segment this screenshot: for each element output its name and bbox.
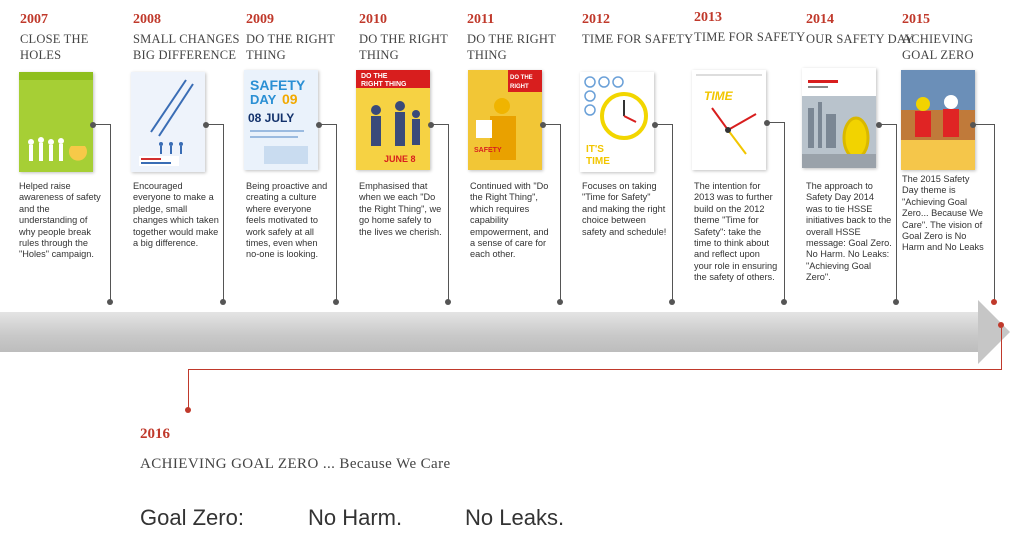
milestone-2012	[582, 12, 694, 47]
svg-text:JUNE 8: JUNE 8	[384, 154, 416, 164]
milestone-title: DO THE RIGHT THING	[467, 32, 556, 62]
safety-day-poster-icon	[244, 70, 318, 170]
poster-2014	[802, 68, 876, 168]
poster-2013	[692, 70, 766, 170]
svg-text:IT'S: IT'S	[586, 144, 604, 155]
arrow-body	[0, 312, 980, 352]
milestone-title: ACHIEVING GOAL ZERO	[902, 32, 974, 62]
milestone-description: Continued with "Do the Right Thing", which requires capability empowerment, and a sense of care for each other.	[470, 181, 549, 260]
ladder-icon	[131, 72, 205, 172]
milestone-year: 2014	[806, 12, 834, 27]
svg-text:RIGHT THING: RIGHT THING	[361, 81, 407, 88]
milestone-title: TIME FOR SAFETY	[582, 32, 694, 46]
svg-text:08 JULY: 08 JULY	[248, 111, 295, 125]
poster-2015	[901, 70, 975, 170]
milestone-title: OUR SAFETY DAY	[806, 32, 915, 46]
workers-poster-icon	[356, 70, 430, 170]
poster-2011	[468, 70, 542, 170]
milestone-2015	[902, 12, 1002, 63]
milestone-description: Being proactive and creating a culture where everyone feels motivated to work safely at all times, even when no-one is looking.	[246, 181, 328, 260]
goal-label: Goal Zero:	[140, 505, 244, 530]
milestone-description: The 2015 Safety Day theme is "Achieving Goal Zero... Because We Care". The vision of Goal Zero is No Harm and No Leaks	[902, 174, 984, 253]
poster-2012	[580, 72, 654, 172]
svg-text:09: 09	[282, 91, 298, 107]
milestone-2013	[694, 10, 806, 45]
poster-2009	[244, 70, 318, 170]
milestone-2008	[133, 12, 245, 63]
final-year: 2016	[140, 426, 170, 442]
milestone-2011	[467, 12, 579, 63]
worker-woman-poster-icon	[468, 70, 542, 170]
milestone-description: The approach to Safety Day 2014 was to tie HSSE initiatives back to the overall HSSE message: Goal Zero. No Harm. No Leaks: "Achieving Goal Zero".	[806, 181, 892, 283]
svg-text:DAY: DAY	[250, 92, 277, 107]
final-title: ACHIEVING GOAL ZERO ... Because We Care	[140, 456, 451, 472]
milestone-description: Encouraged everyone to make a pledge, small changes which taken together would make a big difference.	[133, 181, 219, 249]
milestone-description: The intention for 2013 was to further build on the 2012 theme "Time for Safety": take the time to think about and reflect upon your role in ensuring the safety of others.	[694, 181, 778, 283]
poster-2010	[356, 70, 430, 170]
milestone-year: 2013	[694, 10, 722, 25]
milestone-title: DO THE RIGHT THING	[359, 32, 448, 62]
milestone-description: Focuses on taking "Time for Safety" and making the right choice between safety and schedule!	[582, 181, 667, 237]
milestone-description: Emphasised that when we each "Do the Right Thing", we go home safely to the lives we cherish.	[359, 181, 442, 237]
milestone-2007	[20, 12, 132, 63]
milestone-year: 2008	[133, 12, 161, 27]
milestone-title: TIME FOR SAFETY	[694, 30, 806, 44]
refinery-poster-icon	[802, 68, 876, 168]
poster-2007	[19, 72, 93, 172]
milestone-year: 2009	[246, 12, 274, 27]
milestone-2010	[359, 12, 471, 63]
clock-hands-poster-icon	[692, 70, 766, 170]
milestone-title: SMALL CHANGES BIG DIFFERENCE	[133, 32, 240, 62]
milestone-description: Helped raise awareness of safety and the understanding of why people break rules through the "Holes" campaign.	[19, 181, 101, 260]
poster-2008	[131, 72, 205, 172]
svg-text:DO THE: DO THE	[510, 75, 533, 81]
arrow-head	[978, 300, 1010, 364]
svg-text:SAFETY: SAFETY	[474, 147, 502, 154]
milestone-year: 2012	[582, 12, 610, 27]
milestone-year: 2015	[902, 12, 930, 27]
svg-text:RIGHT: RIGHT	[510, 84, 529, 90]
milestone-year: 2007	[20, 12, 48, 27]
svg-text:SAFETY: SAFETY	[250, 77, 306, 93]
workers-photo-icon	[901, 70, 975, 170]
svg-text:DO THE: DO THE	[361, 73, 388, 80]
milestone-2009	[246, 12, 358, 63]
clock-poster-icon	[580, 72, 654, 172]
people-silhouette-icon	[19, 72, 93, 172]
goal-no-harm: No Harm.	[308, 505, 403, 530]
milestone-year: 2011	[467, 12, 495, 27]
milestone-title: CLOSE THE HOLES	[20, 32, 89, 62]
milestone-year: 2010	[359, 12, 387, 27]
svg-text:TIME: TIME	[704, 89, 733, 103]
goal-no-leaks: No Leaks.	[465, 505, 565, 530]
svg-text:TIME: TIME	[586, 156, 610, 167]
milestone-title: DO THE RIGHT THING	[246, 32, 335, 62]
